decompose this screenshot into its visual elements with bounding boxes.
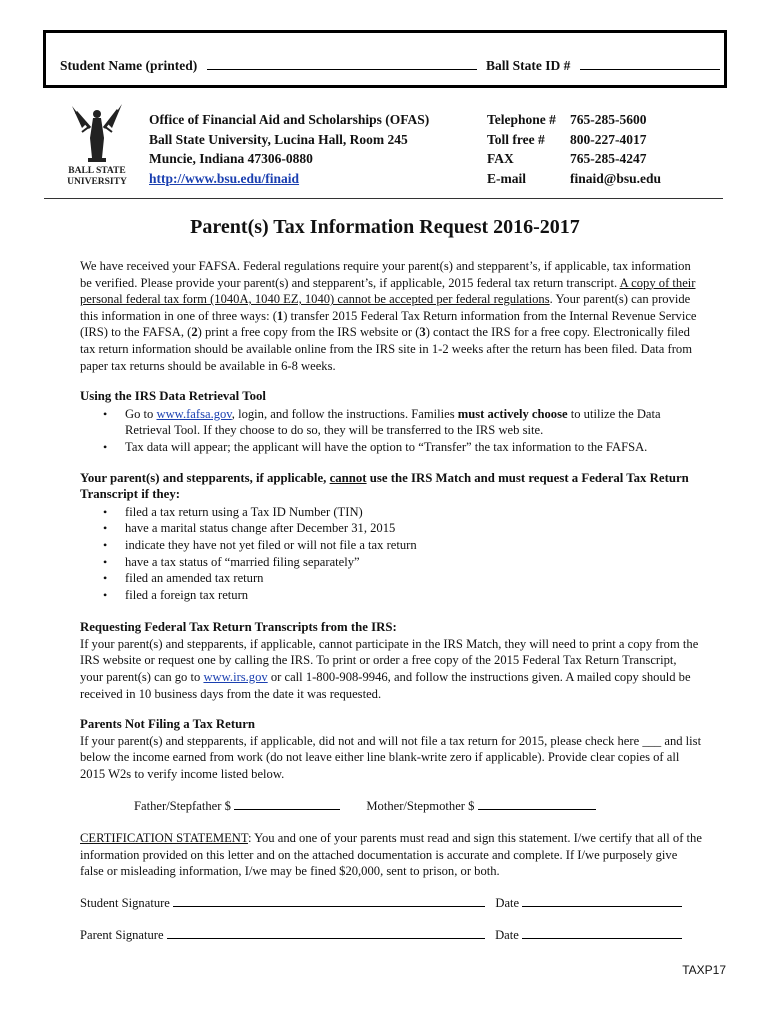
office-name: Office of Financial Aid and Scholarships (OFAS) xyxy=(149,112,430,127)
tollfree-label: Toll free # xyxy=(487,131,545,147)
fafsa-link[interactable]: www.fafsa.gov xyxy=(156,406,232,421)
transcripts-heading: Requesting Federal Tax Return Transcripts from the IRS: xyxy=(80,620,397,635)
fax-label: FAX xyxy=(487,151,514,166)
student-date-line[interactable] xyxy=(522,894,682,907)
list-item: • indicate they have not yet filed or will not file a tax return xyxy=(125,537,702,554)
list-item: • filed an amended tax return xyxy=(125,570,702,587)
list-item: • filed a foreign tax return xyxy=(125,587,702,604)
list-item: • Go to www.fafsa.gov, login, and follow the instructions. Families must actively choose to utilize the Data Retrieval Tool. If they choose to do so, they will be transferred to the IRS web site. xyxy=(125,406,702,439)
father-income-line[interactable] xyxy=(234,797,340,810)
certification-statement: CERTIFICATION STATEMENT: You and one of your parents must read and sign this statement. I/we certify that all of the information provided on this letter and on the attached documentation is accurate and complete. If I/we purposely give false or misleading information, I/we may be fined $20,000, sent to prison, or both. xyxy=(80,831,702,879)
list-item: • Tax data will appear; the applicant will have the option to “Transfer” the tax information to the FAFSA. xyxy=(125,439,702,456)
cannot-list xyxy=(80,504,702,604)
father-income-label: Father/Stepfather $ xyxy=(134,798,231,813)
student-signature-line[interactable] xyxy=(173,894,485,907)
office-address-line2: Muncie, Indiana 47306-0880 xyxy=(149,151,313,166)
nonfiling-paragraph: If your parent(s) and stepparents, if applicable, did not and will not file a tax return for 2015, please check here ___ and list below the income earned from work (do not leave either line blank-write zero if applicable). Provide clear copies of all 2015 W2s to verify income listed below. xyxy=(80,733,702,782)
student-date-label: Date xyxy=(495,896,520,910)
telephone-label: Telephone # xyxy=(487,112,556,127)
tollfree-value: 800-227-4017 xyxy=(570,131,647,147)
transcripts-paragraph: If your parent(s) and stepparents, if applicable, cannot participate in the IRS Match, they will need to print a copy from the IRS website or request one by calling the IRS. To print or order a free copy of the 2015 Federal Tax Return Transcript, your parent(s) can go to www.irs.gov or call 1-800-908-9946, and follow the instructions given. A mailed copy should be received in 10 business days from the date it was requested. xyxy=(80,636,699,701)
contact-info xyxy=(487,110,661,188)
logo-line2: UNIVERSITY xyxy=(67,177,127,186)
email-value: finaid@bsu.edu xyxy=(570,170,661,186)
office-address-line1: Ball State University, Lucina Hall, Room 245 xyxy=(149,131,408,147)
ball-state-id-field[interactable] xyxy=(486,57,720,74)
ball-state-logo xyxy=(64,98,130,186)
drt-list xyxy=(80,406,702,456)
student-name-field[interactable] xyxy=(60,57,477,74)
cannot-heading: Your parent(s) and stepparents, if applicable, cannot use the IRS Match and must request a Federal Tax Return Transcript if they: xyxy=(80,470,689,502)
list-item: • have a marital status change after December 31, 2015 xyxy=(125,520,702,537)
email-label: E-mail xyxy=(487,170,526,186)
irs-link[interactable]: www.irs.gov xyxy=(203,670,268,685)
page-title: Parent(s) Tax Information Request 2016-2017 xyxy=(190,216,580,238)
mother-income-line[interactable] xyxy=(478,797,596,810)
fax-value: 765-285-4247 xyxy=(570,151,647,166)
telephone-value: 765-285-5600 xyxy=(570,112,647,127)
parent-date-line[interactable] xyxy=(522,926,682,939)
intro-underlined: A copy of their personal federal tax form (1040A, 1040 EZ, 1040) cannot be accepted per federal regulations xyxy=(80,275,696,307)
logo-line1: BALL STATE xyxy=(68,166,126,176)
parent-signature-row xyxy=(80,926,702,944)
student-signature-label: Student Signature xyxy=(80,896,170,910)
beneficence-statue-icon xyxy=(64,98,130,186)
income-fields xyxy=(80,797,702,815)
document-body xyxy=(80,258,702,943)
parent-signature-line[interactable] xyxy=(167,926,485,939)
mother-income-label: Mother/Stepmother $ xyxy=(366,798,475,813)
student-name-label: Student Name (printed) xyxy=(60,58,198,73)
intro-paragraph: We have received your FAFSA. Federal regulations require your parent(s) and stepparent’s, if applicable, tax information be verified. Please provide your parent(s) and stepparent’s, if applicable, 2015 federal tax return transcript. A copy of their personal federal tax form (1040A, 1040 EZ, 1040) cannot be accepted per federal regulations. Your parent(s) can provide this information in one of three ways: (1) transfer 2015 Federal Tax Return information from the Internal Revenue Service (IRS) to the FAFSA, (2) print a free copy from the IRS website or (3) contact the IRS for a free copy. Electronically filed tax return information should be available online from the IRS site in 1-2 weeks after the return has been filed. Data from paper tax returns should be available in 6-8 weeks. xyxy=(80,259,697,373)
parent-signature-label: Parent Signature xyxy=(80,927,164,942)
student-info-box xyxy=(43,30,727,88)
list-item: • filed a tax return using a Tax ID Number (TIN) xyxy=(125,504,702,521)
list-item: • have a tax status of “married filing separately” xyxy=(125,554,702,571)
student-signature-row xyxy=(80,894,702,912)
nonfiling-heading: Parents Not Filing a Tax Return xyxy=(80,717,256,732)
certification-label: CERTIFICATION STATEMENT xyxy=(80,831,248,846)
office-website-link[interactable]: http://www.bsu.edu/finaid xyxy=(149,170,300,186)
form-code: TAXP17 xyxy=(682,963,726,977)
header-divider xyxy=(44,198,723,199)
student-name-line[interactable] xyxy=(207,57,477,70)
parent-date-label: Date xyxy=(495,927,519,942)
ball-state-id-label: Ball State ID # xyxy=(486,58,571,73)
ball-state-id-line[interactable] xyxy=(580,57,720,70)
office-address xyxy=(149,110,429,188)
drt-heading: Using the IRS Data Retrieval Tool xyxy=(80,389,266,404)
